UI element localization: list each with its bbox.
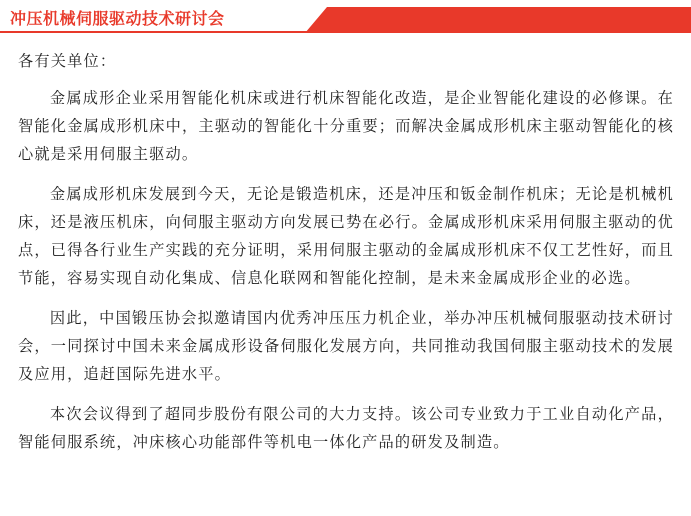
paragraph-intro: 金属成形企业采用智能化机床或进行机床智能化改造，是企业智能化建设的必修课。在智能化金属成形机床中，主驱动的智能化十分重要；而解决金属成形机床主驱动智能化的核心就是采用伺服主驱动。 xyxy=(18,89,674,163)
page-title: 冲压机械伺服驱动技术研讨会 xyxy=(10,9,225,28)
header-decorative-stripe xyxy=(305,7,691,33)
section-header xyxy=(0,0,691,33)
paragraph-development: 金属成形机床发展到今天，无论是锻造机床，还是冲压和钣金制作机床；无论是机械机床，还是液压机床，向伺服主驱动方向发展已势在必行。金属成形机床采用伺服主驱动的优点，已得各行业生产实践的充分证明，采用伺服主驱动的金属成形机床不仅工艺性好，而且节能，容易实现自动化集成、信息化联网和智能化控制，是未来金属成形企业的必选。 xyxy=(18,185,674,287)
letter-body xyxy=(18,50,674,468)
salutation: 各有关单位： xyxy=(18,52,117,70)
paragraph-conference: 因此，中国锻压协会拟邀请国内优秀冲压压力机企业，举办冲压机械伺服驱动技术研讨会，一同探讨中国未来金属成形设备伺服化发展方向，共同推动我国伺服主驱动技术的发展及应用，追赶国际先进水平。 xyxy=(18,309,674,383)
header-underline xyxy=(0,31,691,33)
paragraph-sponsor: 本次会议得到了超同步股份有限公司的大力支持。该公司专业致力于工业自动化产品，智能伺服系统，冲床核心功能部件等机电一体化产品的研发及制造。 xyxy=(18,405,674,451)
